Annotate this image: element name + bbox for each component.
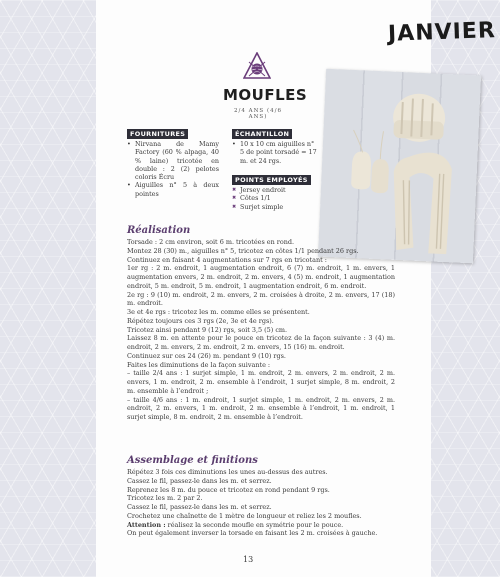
- realisation-heading: Réalisation: [127, 225, 191, 236]
- assemblage-text: [127, 468, 395, 538]
- instruction-line: Faites les diminutions de la façon suivante :: [127, 360, 271, 369]
- attention-line: [127, 521, 395, 530]
- product-photo: [318, 69, 481, 264]
- month-heading: JANVIER: [387, 18, 497, 47]
- instruction-line: – taille 4/6 ans : 1 m. endroit, 1 surjet simple, 1 m. endroit, 2 m. envers, 2 m. endroit, 2 m. envers, 1 m. endroit, 2 m. ensemble à l’endroit, 1 m. endroit, 1 surjet simple, 8 m. endroit, 2 m. ensemble à l’endroit.: [127, 395, 395, 421]
- knitted-hat-scarf-mittens-image: [318, 69, 481, 264]
- instruction-line: Cassez le fil, passez-le dans les m. et serrez.: [127, 476, 272, 485]
- echantillon-list: [232, 140, 318, 165]
- list-item: • Nirvana de Mamy Factory (60 % alpaga, 40 % laine) tricotée en double : 2 (2) pelotes coloris Écru: [127, 140, 219, 181]
- attention-text: réalisez la seconde moufle en symétrie pour le pouce.: [165, 520, 344, 529]
- instruction-line: On peut également inverser la torsade en faisant les 2 m. croisées à gauche.: [127, 529, 378, 538]
- list-item: • Aiguilles n° 5 à deux pointes: [127, 181, 219, 198]
- points-heading: POINTS EMPLOYÉS: [232, 175, 311, 185]
- list-item: ✖ Côtes 1/1: [232, 194, 318, 202]
- instruction-line: Laissez 8 m. en attente pour le pouce en tricotez de la façon suivante : 3 (4) m. endroit, 2 m. envers, 2 m. endroit, 2 m. envers, 15 (16) m. endroit.: [127, 334, 395, 351]
- list-item: ✖ Surjet simple: [232, 203, 318, 211]
- instruction-line: Continuez en faisant 4 augmentations sur 7 rgs en tricotant :: [127, 255, 327, 264]
- instruction-line: 1er rg : 2 m. endroit, 1 augmentation endroit, 6 (7) m. endroit, 1 m. envers, 1 augmentation envers, 2 m. endroit, 2 m. envers, 4 (5) m. endroit, 1 augmentation endroit, 5 m. endroit, 5 m. endroit, 1 augmentation endroit, 6 m. endroit.: [127, 264, 395, 290]
- list-item: • 10 x 10 cm aiguilles n° 5 de point torsadé = 17 m. et 24 rgs.: [232, 140, 318, 165]
- echantillon-heading: ÉCHANTILLON: [232, 129, 292, 139]
- instruction-line: Tricotez ainsi pendant 9 (12) rgs, soit 3,5 (5) cm.: [127, 325, 288, 334]
- realisation-text: [127, 238, 395, 422]
- attention-label: Attention :: [127, 520, 166, 529]
- pattern-title: MOUFLES: [223, 86, 308, 104]
- instruction-line: Crochetez une chaînette de 1 mètre de longueur et reliez les 2 moufles.: [127, 511, 362, 520]
- instruction-line: Continuez sur ces 24 (26) m. pendant 9 (10) rgs.: [127, 351, 286, 360]
- instruction-line: Reprenez les 8 m. du pouce et tricotez en rond pendant 9 rgs.: [127, 485, 330, 494]
- yarn-triangle-logo-icon: [243, 52, 271, 80]
- page-number: 13: [243, 555, 254, 564]
- instruction-line: Tricotez les m. 2 par 2.: [127, 494, 203, 503]
- instruction-line: Cassez le fil, passez-le dans les m. et serrez.: [127, 503, 272, 511]
- list-item: ✖ Jersey endroit: [232, 186, 318, 194]
- instruction-line: – taille 2/4 ans : 1 surjet simple, 1 m. endroit, 2 m. envers, 2 m. endroit, 2 m. envers, 1 m. endroit, 2 m. ensemble à l’endroit, 1 surjet simple, 8 m. endroit, 2 m. ensemble à l’endroit ;: [127, 369, 395, 395]
- assemblage-heading: Assemblage et finitions: [127, 455, 258, 466]
- sizes: 2/4 ANS (4/6 ANS): [234, 108, 282, 120]
- instruction-line: 3e et 4e rgs : tricotez les m. comme elles se présentent.: [127, 308, 310, 316]
- instruction-line: Répétez toujours ces 3 rgs (2e, 3e et 4e rgs).: [127, 316, 274, 325]
- fournitures-heading: FOURNITURES: [127, 129, 188, 139]
- instruction-line: Torsade : 2 cm environ, soit 6 m. tricotées en rond.: [127, 238, 295, 246]
- instruction-line: 2e rg : 9 (10) m. endroit, 2 m. envers, 2 m. croisées à droite, 2 m. envers, 17 (18) m. endroit.: [127, 290, 395, 308]
- fournitures-list: [127, 140, 219, 198]
- instruction-line: Répétez 3 fois ces diminutions les unes au-dessus des autres.: [127, 468, 328, 476]
- points-list: [232, 186, 318, 211]
- instruction-line: Montez 28 (30) m., aiguilles n° 5, tricotez en côtes 1/1 pendant 26 rgs.: [127, 246, 359, 255]
